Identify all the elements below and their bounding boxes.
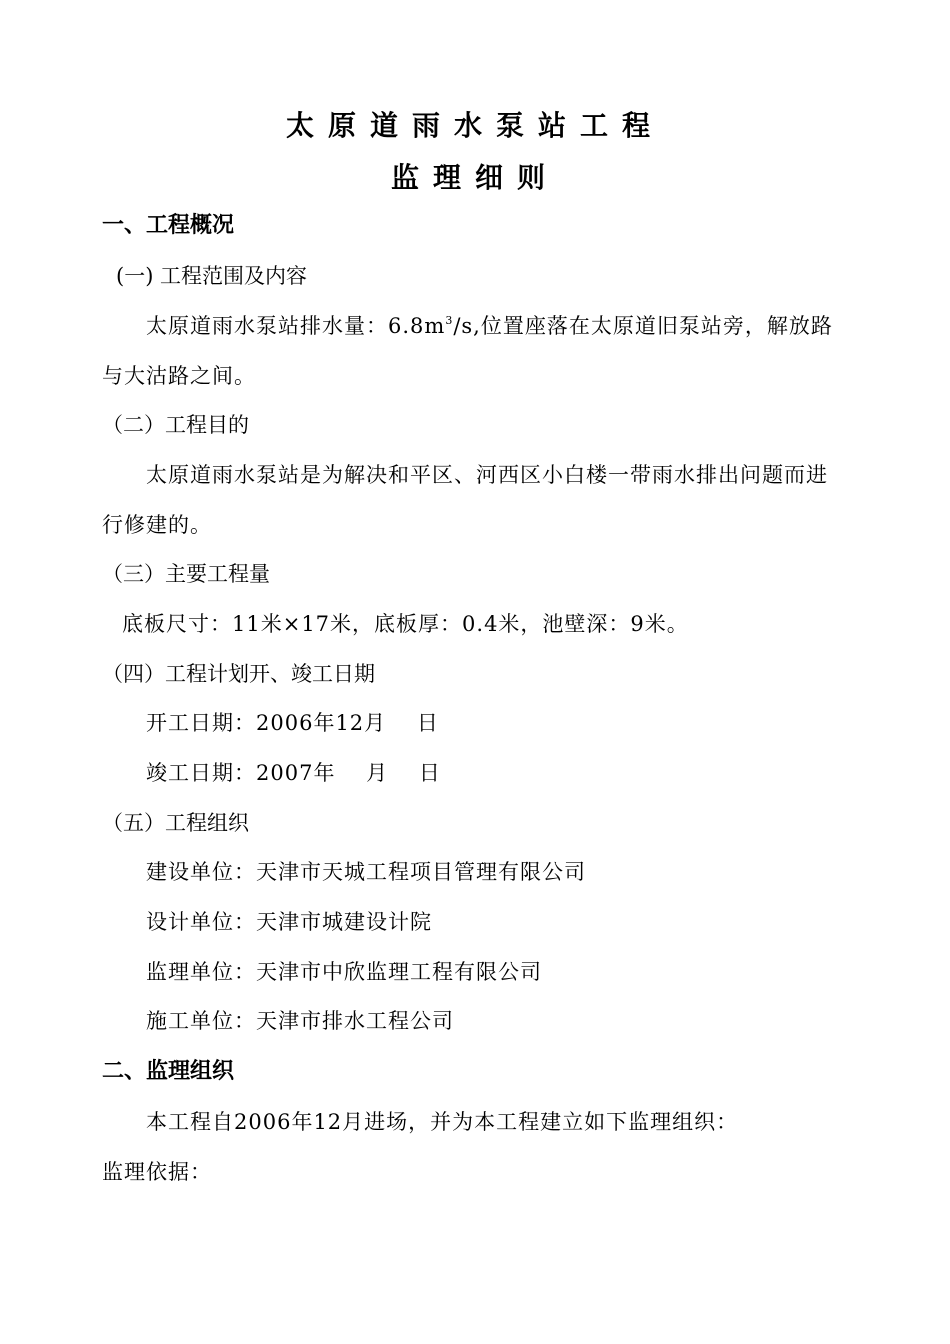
supervision-text: 本工程自2006年12月进场，并为本工程建立如下监理组织： [146, 1110, 739, 1134]
subheading-schedule: （四）工程计划开、竣工日期 [102, 662, 375, 686]
document-subtitle: 监理细则 [390, 161, 559, 194]
builder-unit: 建设单位：天津市天城工程项目管理有限公司 [146, 860, 586, 884]
section-heading-overview: 一、工程概况 [102, 213, 235, 238]
quantity-text: 底板尺寸：11米×17米，底板厚：0.4米，池壁深：9米。 [122, 612, 689, 636]
scope-paragraph [146, 312, 833, 340]
subheading-purpose: （二）工程目的 [102, 413, 249, 437]
supervision-basis: 监理依据： [102, 1160, 212, 1184]
design-unit: 设计单位：天津市城建设计院 [146, 910, 432, 934]
scope-superscript: 3 [445, 314, 454, 327]
construction-unit: 施工单位：天津市排水工程公司 [146, 1009, 454, 1033]
scope-text-b: /s,位置座落在太原道旧泵站旁，解放路 [453, 314, 833, 338]
subheading-quantity: （三）主要工程量 [102, 562, 270, 586]
purpose-text-b: 行修建的。 [102, 513, 212, 537]
supervision-unit: 监理单位：天津市中欣监理工程有限公司 [146, 960, 542, 984]
subheading-scope: (一) 工程范围及内容 [116, 264, 308, 288]
scope-text-a: 太原道雨水泵站排水量：6.8m [146, 314, 446, 338]
start-date: 开工日期：2006年12月 日 [146, 711, 439, 735]
scope-text-c: 与大沽路之间。 [102, 364, 256, 388]
subheading-organization: （五）工程组织 [102, 811, 249, 835]
end-date: 竣工日期：2007年 月 日 [146, 761, 441, 785]
purpose-text-a: 太原道雨水泵站是为解决和平区、河西区小白楼一带雨水排出问题而进 [146, 463, 828, 487]
section-heading-supervision: 二、监理组织 [102, 1059, 235, 1084]
document-title: 太原道雨水泵站工程 [285, 109, 664, 142]
